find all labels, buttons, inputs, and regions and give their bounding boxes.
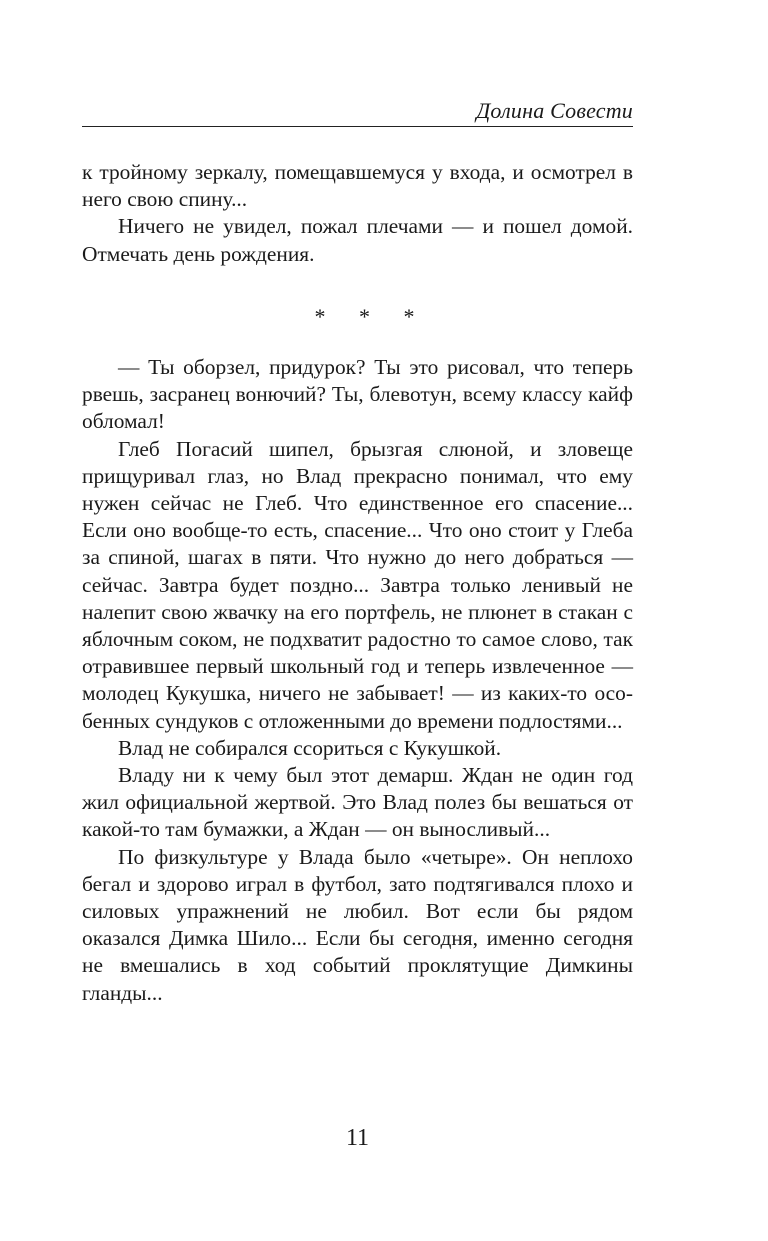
paragraph: Владу ни к чему был этот демарш. Ждан не один год жил официальной жертвой. Это Влад полез бы вешаться от какой-то там бумажки, а Ждан — он выносливый... [82,763,633,842]
paragraph: Глеб Погасий шипел, брызгая слюной, и зловеще прищуривал глаз, но Влад прекрасно понимал, что ему нужен сейчас не Глеб. Что единственное его спасение... Если оно вообще-то есть, спасение... Что оно стоит у Глеба за спиной, шагах в пяти. Что нужно до него добраться — сейчас. Завтра будет поздно... Завтра только ленивый не налепит свою жвачку на его портфель, не плюнет в стакан с яблочным соком, не подхватит радостно то самое слово, так отравившее первый школьный год и теперь извлеченное — молодец Кукушка, ничего не забывает! — из каких-то особенных сундуков с отложенными до времени подлостями... [82,436,633,733]
paragraph: По физкультуре у Влада было «четыре». Он неплохо бегал и здорово играл в футбол, зато подтягивался плохо и силовых упражнений не любил. Вот если бы рядом оказался Димка Шило... Если бы сегодня, именно сегодня не вмешались в ход событий проклятущие Димкины гланды... [82,844,633,1005]
text-block-main [82,354,633,1007]
section-separator: * * * [314,304,429,329]
text-block-top [82,159,633,268]
paragraph: Влад не собирался ссориться с Кукушкой. [118,735,502,760]
paragraph-continued: к тройному зеркалу, помещавшемуся у входа, и осмотрел в него свою спину... [82,160,633,212]
running-header-title: Долина Совести [476,98,633,123]
page-number: 11 [345,1125,370,1151]
paragraph: Ничего не увидел, пожал плечами — и пошел домой. Отмечать день рождения. [82,214,633,266]
paragraph: — Ты оборзел, придурок? Ты это рисовал, что теперь рвешь, засранец вонючий? Ты, блевотун, всему классу кайф обломал! [82,355,633,434]
header-divider [82,126,633,127]
